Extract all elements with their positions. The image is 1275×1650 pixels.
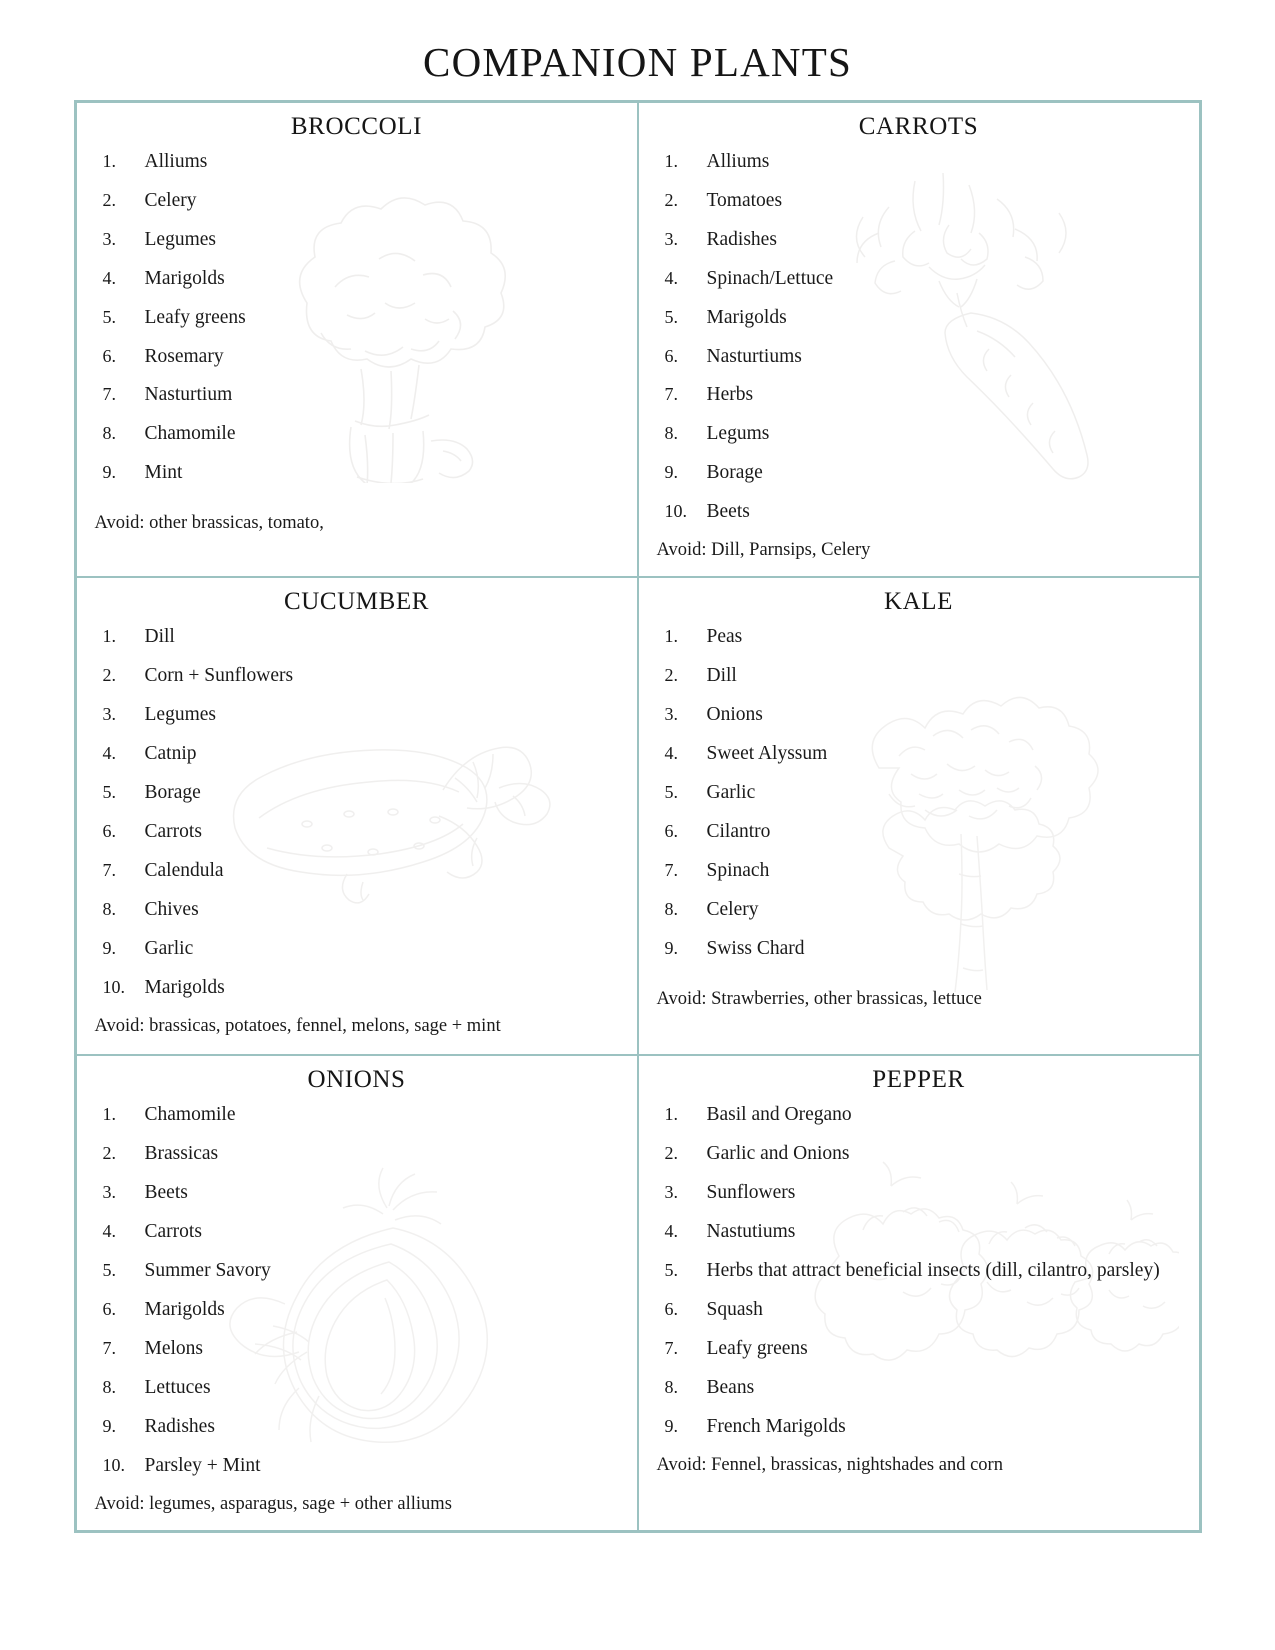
list-item: Brassicas bbox=[144, 1143, 219, 1165]
list-item: Borage bbox=[144, 781, 201, 803]
list-item: Carrots bbox=[144, 1221, 202, 1243]
list-item: Radishes bbox=[706, 228, 777, 250]
plant-title: PEPPER bbox=[872, 1066, 965, 1094]
list-item: Spinach/Lettuce bbox=[706, 267, 834, 289]
plant-title: CARROTS bbox=[858, 113, 979, 140]
list-item: Beets bbox=[706, 501, 750, 523]
list-item: French Marigolds bbox=[706, 1415, 846, 1437]
grid-row-1 bbox=[75, 102, 1200, 578]
list-item: Chamomile bbox=[144, 423, 236, 445]
list-item: Celery bbox=[144, 189, 197, 211]
list-item: Garlic bbox=[144, 937, 194, 959]
list-item: Herbs bbox=[706, 384, 754, 406]
grid-row-3 bbox=[75, 1055, 1200, 1531]
list-item: Summer Savory bbox=[144, 1259, 271, 1281]
companion-list-cucumber bbox=[93, 625, 621, 1001]
companion-list-onions bbox=[93, 1103, 621, 1479]
list-item: Rosemary bbox=[144, 345, 224, 367]
list-item: Cilantro bbox=[706, 820, 771, 842]
avoid-text: Avoid: Strawberries, other brassicas, lettuce bbox=[656, 988, 982, 1009]
avoid-text: Avoid: brassicas, potatoes, fennel, melons, sage + mint bbox=[94, 1015, 501, 1036]
companion-list-broccoli bbox=[93, 150, 621, 487]
plant-card-cucumber bbox=[75, 577, 638, 1055]
list-item: Radishes bbox=[144, 1415, 215, 1437]
list-item: Alliums bbox=[144, 150, 208, 172]
list-item: Calendula bbox=[144, 859, 224, 881]
plant-card-pepper bbox=[638, 1055, 1201, 1531]
list-item: Lettuces bbox=[144, 1376, 211, 1398]
avoid-text: Avoid: Dill, Parnsips, Celery bbox=[656, 540, 871, 561]
list-item: Onions bbox=[706, 704, 763, 726]
list-item: Chives bbox=[144, 898, 199, 920]
list-item: Marigolds bbox=[144, 976, 225, 998]
plant-card-onions bbox=[75, 1055, 638, 1531]
list-item: Borage bbox=[706, 462, 763, 484]
plant-title: KALE bbox=[883, 588, 954, 616]
list-item: Dill bbox=[706, 665, 737, 687]
companion-plants-grid bbox=[74, 100, 1202, 1533]
plant-card-kale bbox=[638, 577, 1201, 1055]
list-item: Garlic bbox=[706, 781, 756, 803]
list-item: Celery bbox=[706, 898, 759, 920]
list-item: Parsley + Mint bbox=[144, 1454, 261, 1476]
list-item: Tomatoes bbox=[706, 189, 783, 211]
list-item: Alliums bbox=[706, 150, 770, 172]
list-item: Peas bbox=[706, 626, 743, 648]
list-item: Swiss Chard bbox=[706, 937, 805, 959]
list-item: Catnip bbox=[144, 743, 197, 765]
avoid-text: Avoid: Fennel, brassicas, nightshades and corn bbox=[656, 1454, 1003, 1475]
list-item: Beets bbox=[144, 1182, 188, 1204]
list-item: Melons bbox=[144, 1337, 203, 1359]
list-item: Legumes bbox=[144, 228, 216, 250]
list-item: Leafy greens bbox=[144, 306, 246, 328]
list-item: Corn + Sunflowers bbox=[144, 665, 294, 687]
list-item: Squash bbox=[706, 1298, 763, 1320]
page-title: COMPANION PLANTS bbox=[423, 39, 852, 85]
list-item: Carrots bbox=[144, 820, 202, 842]
avoid-text: Avoid: other brassicas, tomato, bbox=[94, 513, 324, 534]
list-item: Nasturtiums bbox=[706, 345, 802, 367]
avoid-text: Avoid: legumes, asparagus, sage + other alliums bbox=[94, 1493, 452, 1514]
list-item: Basil and Oregano bbox=[706, 1104, 852, 1126]
grid-row-2 bbox=[75, 577, 1200, 1055]
plant-card-carrots bbox=[638, 102, 1201, 578]
list-item: Garlic and Onions bbox=[706, 1143, 850, 1165]
plant-title: BROCCOLI bbox=[290, 113, 423, 140]
list-item: Spinach bbox=[706, 859, 770, 881]
companion-list-kale bbox=[655, 625, 1183, 962]
plant-card-broccoli bbox=[75, 102, 638, 578]
list-item: Nastutiums bbox=[706, 1221, 796, 1243]
list-item: Chamomile bbox=[144, 1104, 236, 1126]
list-item: Beans bbox=[706, 1376, 755, 1398]
list-item: Herbs that attract beneficial insects (dill, cilantro, parsley) bbox=[706, 1259, 1160, 1281]
list-item: Mint bbox=[144, 462, 183, 484]
companion-list-carrots bbox=[655, 150, 1183, 526]
list-item: Marigolds bbox=[144, 1298, 225, 1320]
list-item: Marigolds bbox=[706, 306, 787, 328]
list-item: Legumes bbox=[144, 704, 216, 726]
list-item: Sweet Alyssum bbox=[706, 743, 828, 765]
plant-title: CUCUMBER bbox=[283, 588, 430, 616]
list-item: Leafy greens bbox=[706, 1337, 808, 1359]
list-item: Marigolds bbox=[144, 267, 225, 289]
companion-list-pepper bbox=[655, 1103, 1183, 1440]
list-item: Dill bbox=[144, 626, 175, 648]
plant-title: ONIONS bbox=[307, 1066, 406, 1094]
list-item: Nasturtium bbox=[144, 384, 233, 406]
list-item: Legums bbox=[706, 423, 770, 445]
list-item: Sunflowers bbox=[706, 1182, 796, 1204]
